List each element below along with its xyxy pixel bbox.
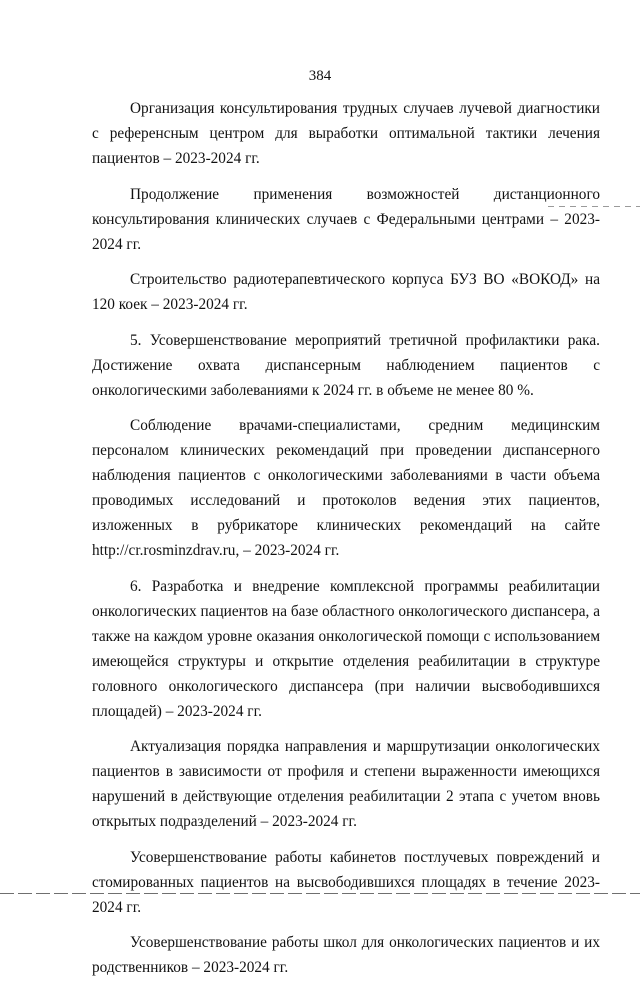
paragraph-patient-schools: Усовершенствование работы школ для онкологических пациентов и их родственников – 2023-2024 гг. [92,934,600,976]
document-body [92,96,600,991]
paragraph-clinical-guidelines: Соблюдение врачами-специалистами, средним медицинским персоналом клинических рекомендаций при проведении диспансерного наблюдения пациентов с онкологическими заболеваниями в части объема проводимых исследований и протоколов ведения этих пациентов, изложенных в рубрикаторе клинических рекомендаций на сайте http://cr.rosminzdrav.ru, – 2023-2024 гг. [92,417,600,559]
paragraph-radiology-consulting: Организация консультирования трудных случаев лучевой диагностики с референсным центром для выработки оптимальной тактики лечения пациентов – 2023-2024 гг. [92,100,600,167]
paragraph-routing-update: Актуализация порядка направления и маршрутизации онкологических пациентов в зависимости от профиля и степени выраженности имеющихся нарушений в действующие отделения реабилитации 2 этапа с учетом вновь открытых подразделений – 2023-2024 гг. [92,738,600,830]
page-number: 384 [308,68,332,84]
paragraph-rehabilitation-program: 6. Разработка и внедрение комплексной программы реабилитации онкологических пациентов на базе областного онкологического диспансера, а также на каждом уровне оказания онкологической помощи с использованием имеющейся структуры и открытие отделения реабилитации в структуре головного онкологического диспансера (при наличии высвободившихся площадей) – 2023-2024 гг. [92,577,600,720]
paragraph-radiotherapy-building: Строительство радиотерапевтического корпуса БУЗ ВО «ВОКОД» на 120 коек – 2023-2024 гг. [92,271,600,313]
scan-artifact-line [548,206,640,207]
scan-bottom-edge [0,893,640,894]
paragraph-tertiary-prevention: 5. Усовершенствование мероприятий третичной профилактики рака. Достижение охвата диспансерным наблюдением пациентов с онкологическими заболеваниями к 2024 гг. в объеме не менее 80 %. [92,331,600,399]
paragraph-remote-consulting: Продолжение применения возможностей дистанционного консультирования клинических случаев с Федеральными центрами – 2023-2024 гг. [92,185,600,253]
paragraph-post-radiation-rooms: Усовершенствование работы кабинетов постлучевых повреждений и стомированных пациентов на высвободившихся площадях в течение 2023-2024 гг. [92,848,600,916]
